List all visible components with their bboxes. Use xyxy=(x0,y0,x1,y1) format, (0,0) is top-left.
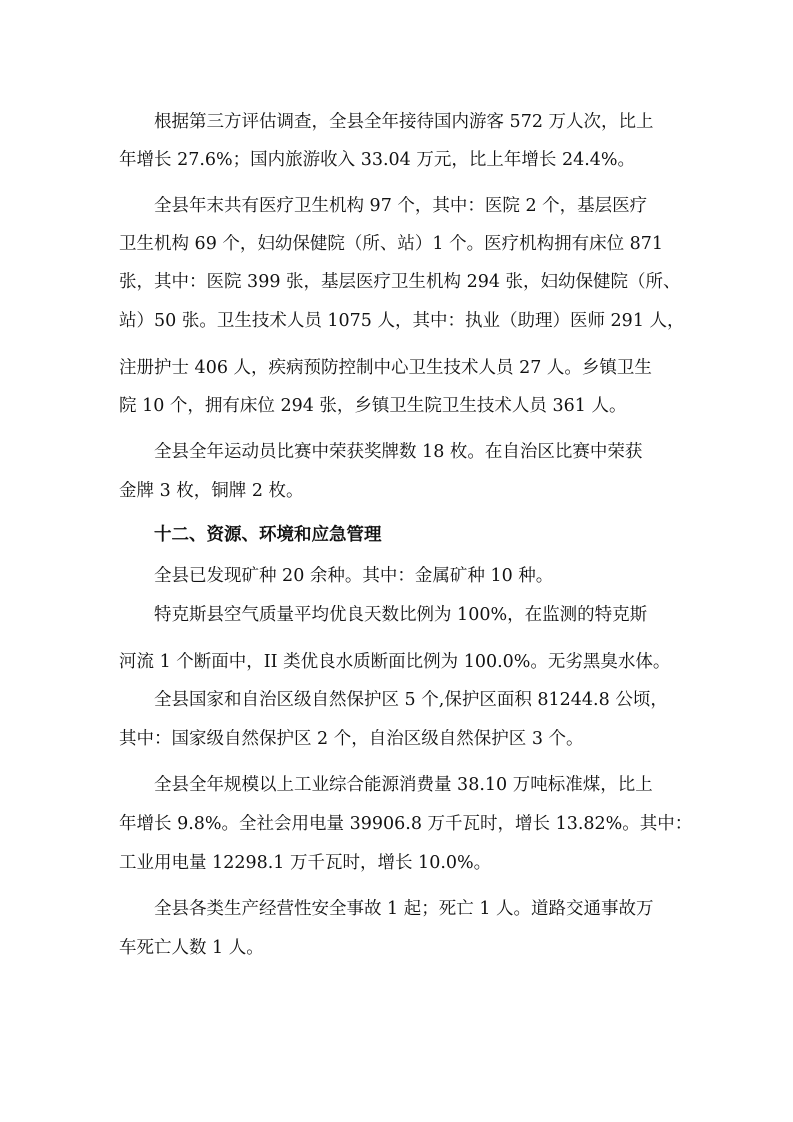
paragraph-health-line-4: 站）50 张。卫生技术人员 1075 人，其中：执业（助理）医师 291 人， xyxy=(119,311,685,331)
paragraph-health-line-1: 全县年末共有医疗卫生机构 97 个，其中：医院 2 个，基层医疗 xyxy=(154,196,648,216)
paragraph-energy-line-1: 全县全年规模以上工业综合能源消费量 38.10 万吨标准煤，比上 xyxy=(154,775,653,795)
paragraph-health-line-2: 卫生机构 69 个，妇幼保健院（所、站）1 个。医疗机构拥有床位 871 xyxy=(119,234,664,254)
paragraph-environment-line-2: 河流 1 个断面中，II 类优良水质断面比例为 100.0%。无劣黑臭水体。 xyxy=(119,652,671,672)
paragraph-health-line-5: 注册护士 406 人，疾病预防控制中心卫生技术人员 27 人。乡镇卫生 xyxy=(119,358,652,378)
paragraph-safety-line-2: 车死亡人数 1 人。 xyxy=(119,938,264,958)
section-heading: 十二、资源、环境和应急管理 xyxy=(154,525,382,545)
paragraph-minerals-line-1: 全县已发现矿种 20 余种。其中：金属矿种 10 种。 xyxy=(154,566,554,586)
paragraph-safety-line-1: 全县各类生产经营性安全事故 1 起；死亡 1 人。道路交通事故万 xyxy=(154,899,654,919)
paragraph-health-line-6: 院 10 个，拥有床位 294 张，乡镇卫生院卫生技术人员 361 人。 xyxy=(119,396,627,416)
paragraph-energy-line-3: 工业用电量 12298.1 万千瓦时，增长 10.0%。 xyxy=(119,853,492,873)
paragraph-energy-line-2: 年增长 9.8%。全社会用电量 39906.8 万千瓦时，增长 13.82%。其中： xyxy=(119,814,693,834)
paragraph-reserves-line-1: 全县国家和自治区级自然保护区 5 个,保护区面积 81244.8 公顷， xyxy=(154,690,668,710)
paragraph-reserves-line-2: 其中：国家级自然保护区 2 个，自治区级自然保护区 3 个。 xyxy=(119,729,584,749)
paragraph-sports-line-1: 全县全年运动员比赛中荣获奖牌数 18 枚。在自治区比赛中荣获 xyxy=(154,442,643,462)
paragraph-tourism-line-2: 年增长 27.6%；国内旅游收入 33.04 万元，比上年增长 24.4%。 xyxy=(119,150,636,170)
paragraph-health-line-3: 张，其中：医院 399 张，基层医疗卫生机构 294 张，妇幼保健院（所、 xyxy=(119,272,681,292)
paragraph-sports-line-2: 金牌 3 枚，铜牌 2 枚。 xyxy=(119,481,304,501)
paragraph-tourism-line-1: 根据第三方评估调查，全县全年接待国内游客 572 万人次，比上 xyxy=(154,112,654,132)
paragraph-environment-line-1: 特克斯县空气质量平均优良天数比例为 100%，在监测的特克斯 xyxy=(154,605,648,625)
